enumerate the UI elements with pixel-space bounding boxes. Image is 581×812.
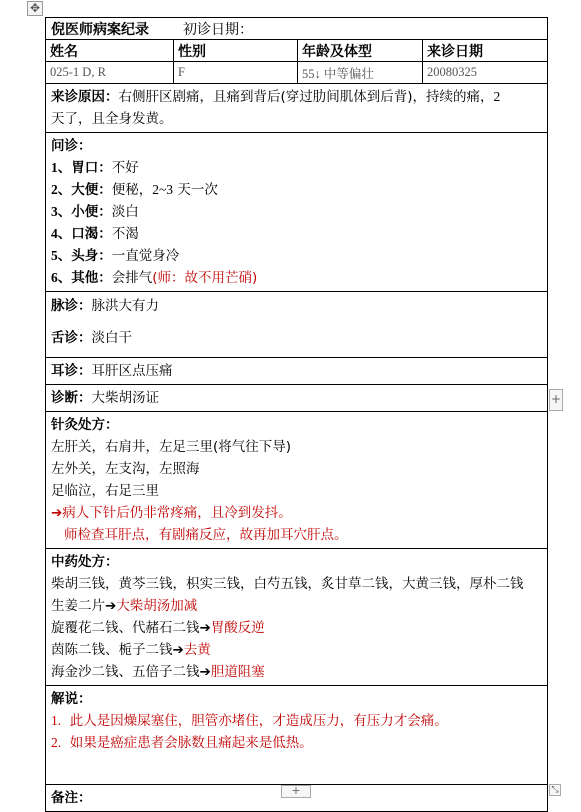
inquiry-item	[51, 201, 542, 223]
inquiry-item-value: 便秘，	[111, 182, 153, 198]
inquiry-item	[51, 223, 542, 245]
add-column-plus-icon[interactable]: +	[549, 389, 563, 411]
title-row	[46, 18, 547, 39]
arrow-icon: ➔	[105, 598, 117, 614]
add-row-plus-icon[interactable]: +	[281, 785, 311, 798]
acupuncture-line: 左外关，左支沟，左照海	[51, 461, 200, 477]
acupuncture-section	[46, 411, 547, 548]
reason-label: 来诊原因：	[51, 89, 119, 105]
explanation-text: 此人是因燥屎塞住，胆管亦堵住，才造成压力，有压力才会痛。	[69, 713, 448, 729]
header-sex: 性别	[173, 40, 297, 61]
herbal-row	[51, 661, 542, 683]
patient-age-build: 55↓ 中等偏壮	[297, 62, 422, 83]
inquiry-index: 3	[51, 204, 58, 219]
reason-section	[46, 83, 547, 132]
inquiry-item-value: 淡白	[111, 204, 139, 220]
diagnosis-value: 大柴胡汤证	[91, 390, 159, 406]
pulse-tongue-section	[46, 291, 547, 357]
explanation-item	[51, 710, 542, 732]
ear-value: 耳肝区点压痛	[91, 363, 173, 379]
table-resize-icon[interactable]: ⤡	[549, 784, 561, 796]
explanation-section	[46, 685, 547, 784]
herbal-row-note: 大柴胡汤加减	[116, 598, 198, 614]
explanation-text: 如果是癌症患者会脉数且痛起来是低热。	[69, 735, 313, 751]
pulse-value: 脉洪大有力	[91, 298, 159, 314]
diagnosis-label: 诊断：	[51, 390, 92, 406]
explanation-item	[51, 732, 542, 754]
acupuncture-label: 针灸处方：	[51, 417, 119, 433]
ear-label: 耳诊：	[51, 363, 92, 379]
acupuncture-line: 足临泣，右足三里	[51, 483, 159, 499]
tongue-label: 舌诊：	[51, 330, 92, 346]
inquiry-index: 5	[51, 248, 58, 263]
inquiry-item-number: 2~3	[152, 182, 174, 197]
inquiry-section	[46, 132, 547, 291]
herbal-row-text: 茵陈二钱、栀子二钱	[51, 642, 173, 658]
herbal-row	[51, 617, 542, 639]
inquiry-index: 4	[51, 226, 58, 241]
patient-sex: F	[173, 62, 297, 83]
arrow-icon: ➔	[199, 664, 211, 680]
inquiry-item-label: 、头身：	[57, 248, 112, 264]
inquiry-item-label: 、大便：	[57, 182, 112, 198]
pulse-line	[51, 295, 542, 317]
inquiry-item-label: 、胃口：	[57, 160, 112, 176]
reason-text-a: 右侧肝区剧痛，且痛到背后(穿过肋间肌体到后背)，持续的痛，	[118, 89, 494, 105]
herbal-row-text: 旋覆花二钱、代赭石二钱	[51, 620, 200, 636]
inquiry-item	[51, 157, 542, 179]
herbal-row-note: 胆道阻塞	[210, 664, 265, 680]
reason-num: 2	[493, 89, 501, 104]
record-title: 倪医师病案纪录	[51, 21, 149, 38]
arrow-icon: ➔	[199, 620, 211, 636]
case-record-table	[45, 17, 548, 812]
inquiry-item	[51, 179, 542, 201]
acupuncture-note: ➔病人下针后仍非常疼痛，且冷到发抖。	[51, 505, 292, 521]
inquiry-item	[51, 245, 542, 267]
first-visit-label: 初诊日期：	[183, 21, 253, 38]
ear-section	[46, 357, 547, 384]
inquiry-item-label: 、小便：	[57, 204, 112, 220]
header-row	[46, 39, 547, 61]
inquiry-item	[51, 267, 542, 289]
inquiry-item-value-b: 天一次	[173, 182, 218, 198]
inquiry-index: 6	[51, 270, 58, 285]
acupuncture-note: 师检查耳肝点，有剧痛反应，故再加耳穴肝点。	[64, 527, 348, 543]
herbal-row-text: 海金沙二钱、五倍子二钱	[51, 664, 200, 680]
inquiry-index: 1	[51, 160, 58, 175]
inquiry-label: 问诊：	[51, 138, 92, 154]
herbal-row	[51, 639, 542, 661]
herbal-formula-line: 柴胡三钱，黄芩三钱，枳实三钱，白芍五钱，炙甘草二钱，大黄三钱，厚朴二钱	[51, 576, 524, 592]
tongue-value: 淡白干	[91, 330, 132, 346]
explanation-number: 2.	[51, 735, 62, 750]
explanation-number: 1.	[51, 713, 62, 728]
tongue-line	[51, 327, 542, 349]
inquiry-item-label: 、口渴：	[57, 226, 112, 242]
inquiry-item-value: 不渴	[111, 226, 139, 242]
remarks-label: 备注：	[51, 790, 92, 806]
pulse-label: 脉诊：	[51, 298, 92, 314]
visit-date: 20080325	[422, 62, 547, 83]
patient-id: 025-1 D, R	[50, 65, 106, 79]
inquiry-item-value: 不好	[111, 160, 139, 176]
herbal-row-note: 胃酸反逆	[210, 620, 265, 636]
header-age: 年龄及体型	[297, 40, 422, 61]
inquiry-item-value: 会排气	[111, 270, 153, 286]
table-move-icon[interactable]: ✥	[27, 1, 43, 16]
herbal-label: 中药处方：	[51, 554, 119, 570]
herbal-row	[51, 595, 542, 617]
herbal-section	[46, 548, 547, 685]
inquiry-index: 2	[51, 182, 58, 197]
herbal-row-note: 去黄	[183, 642, 211, 658]
herbal-row-text: 生姜二片	[51, 598, 105, 614]
diagnosis-section	[46, 384, 547, 411]
inquiry-item-value: 一直觉身冷	[111, 248, 180, 264]
arrow-icon: ➔	[172, 642, 184, 658]
patient-info-row	[46, 61, 547, 83]
explanation-label: 解说：	[51, 691, 92, 707]
reason-text-b: 天了，且全身发黄。	[51, 111, 173, 127]
header-name: 姓名	[50, 43, 78, 60]
teacher-note: (师：故不用芒硝)	[152, 270, 258, 286]
header-date: 来诊日期	[422, 40, 547, 61]
inquiry-item-label: 、其他：	[57, 270, 112, 286]
acupuncture-line: 左肝关，右肩井，左足三里(将气往下导)	[51, 439, 292, 455]
